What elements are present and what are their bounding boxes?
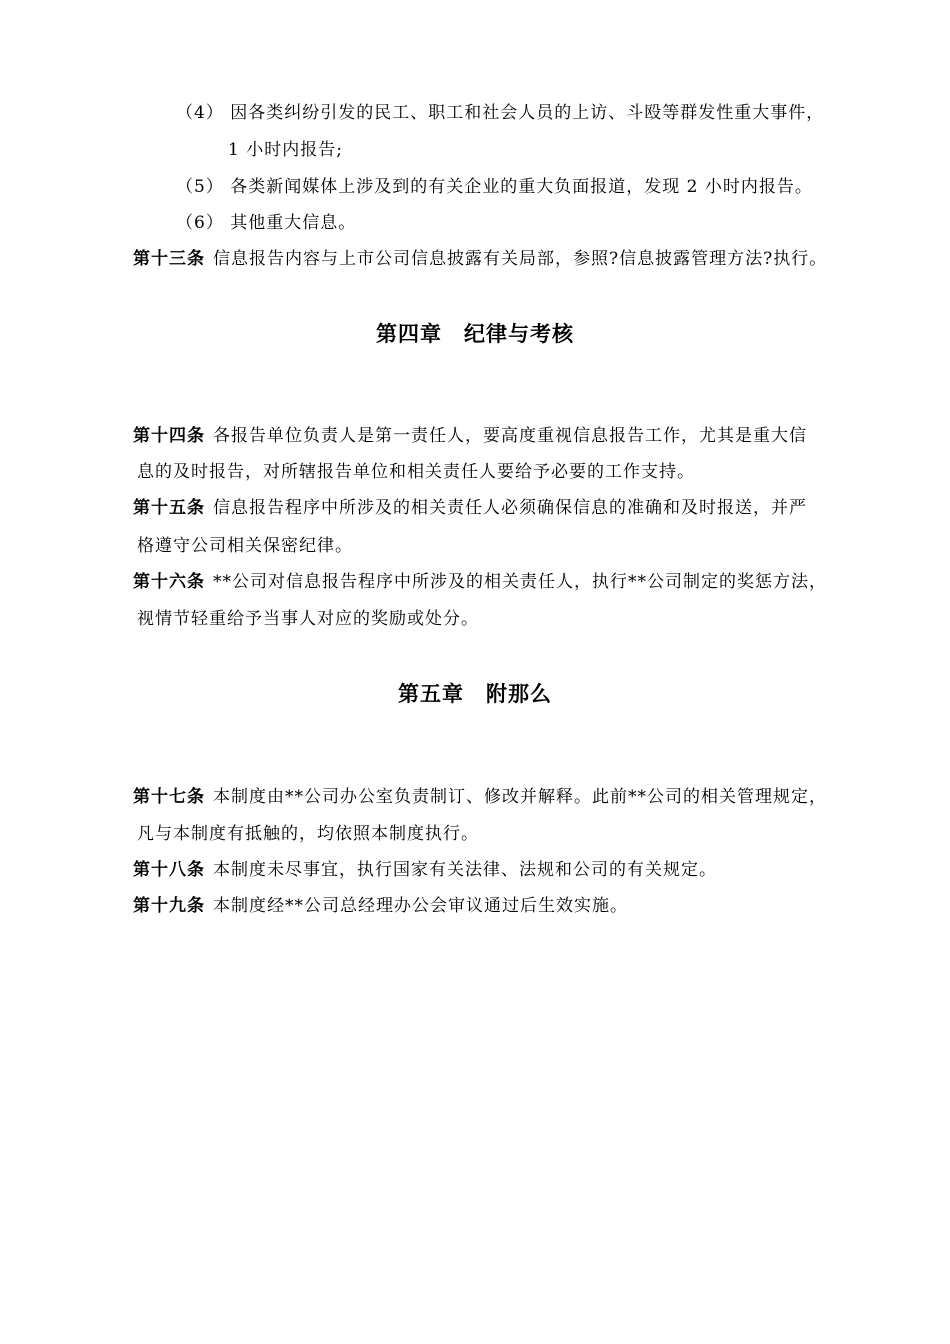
article-19 [133, 895, 628, 917]
article-number: 第十六条 [133, 572, 205, 592]
article-text-line1: 各报告单位负责人是第一责任人，要高度重视信息报告工作，尤其是重大信 [213, 426, 807, 446]
article-text-line1: 信息报告程序中所涉及的相关责任人必须确保信息的准确和及时报送，并严 [213, 498, 807, 518]
article-14 [133, 425, 807, 447]
article-15 [133, 497, 807, 519]
article-17 [133, 786, 827, 808]
chapter-heading-4: 第四章 纪律与考核 [376, 321, 574, 346]
list-item-text: 其他重大信息。 [230, 213, 357, 233]
article-text-line1: 本制度由**公司办公室负责制订、修改并解释。此前**公司的相关管理规定， [213, 787, 827, 807]
article-number: 第十九条 [133, 896, 205, 916]
article-number: 第十四条 [133, 426, 205, 446]
list-item-5 [176, 176, 813, 198]
article-text: 信息报告内容与上市公司信息披露有关局部，参照?信息披露管理方法?执行。 [213, 249, 828, 269]
list-item-number: （6） [176, 213, 224, 233]
article-15-continuation: 格遵守公司相关保密纪律。 [137, 536, 353, 556]
list-item-6 [176, 212, 356, 234]
list-item-text: 各类新闻媒体上涉及到的有关企业的重大负面报道，发现 2 小时内报告。 [230, 177, 813, 197]
article-number: 第十三条 [133, 249, 205, 269]
article-18 [133, 859, 717, 881]
article-number: 第十七条 [133, 787, 205, 807]
article-17-continuation: 凡与本制度有抵触的，均依照本制度执行。 [137, 824, 479, 844]
list-item-4 [176, 102, 824, 124]
list-item-text: 因各类纠纷引发的民工、职工和社会人员的上访、斗殴等群发性重大事件， [230, 103, 825, 123]
list-item-4-continuation: 1 小时内报告; [228, 140, 343, 160]
article-text-line1: **公司对信息报告程序中所涉及的相关责任人，执行**公司制定的奖惩方法， [213, 572, 827, 592]
article-16 [133, 571, 827, 593]
list-item-number: （5） [176, 177, 224, 197]
chapter-heading-5: 第五章 附那么 [398, 681, 552, 706]
article-number: 第十八条 [133, 860, 205, 880]
article-text: 本制度经**公司总经理办公会审议通过后生效实施。 [213, 896, 628, 916]
article-text: 本制度未尽事宜，执行国家有关法律、法规和公司的有关规定。 [213, 860, 717, 880]
article-number: 第十五条 [133, 498, 205, 518]
article-13 [133, 248, 827, 270]
article-14-continuation: 息的及时报告，对所辖报告单位和相关责任人要给予必要的工作支持。 [137, 462, 695, 482]
article-16-continuation: 视情节轻重给予当事人对应的奖励或处分。 [137, 609, 479, 629]
list-item-number: （4） [176, 103, 224, 123]
